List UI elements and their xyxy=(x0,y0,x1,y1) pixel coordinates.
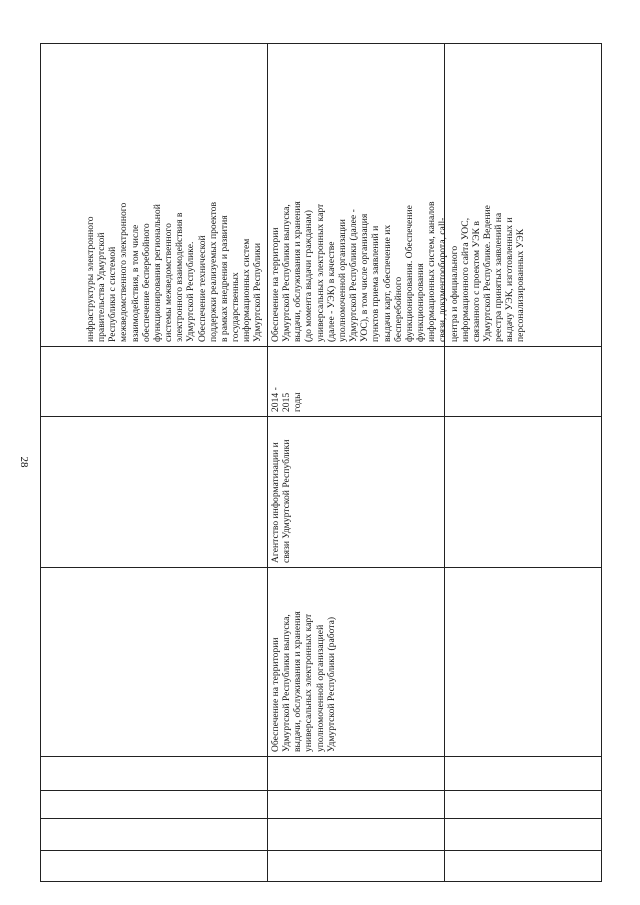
table-divider xyxy=(41,416,601,417)
description-line: (до момента выдачи гражданам) xyxy=(303,210,315,342)
name-line: Удмуртской Республики выпуска, xyxy=(281,614,293,752)
table-divider xyxy=(267,44,268,881)
description-line: УОС), в том числе организация xyxy=(359,213,371,342)
description-line: персонализированных УЭК xyxy=(515,228,527,342)
description-line: связанного с проектом УЭК в xyxy=(470,221,482,342)
description-line: реестра принятых заявлений на xyxy=(493,212,505,342)
description-line: государственных xyxy=(230,272,242,342)
description-line: Обеспечение на территории xyxy=(270,227,281,342)
period-line: 2015 xyxy=(281,392,293,412)
description-line: Удмуртской Республики выпуска, xyxy=(281,204,293,342)
description-line: Удмуртской Республики xyxy=(252,242,264,342)
row-main-description xyxy=(270,201,527,342)
description-line: функционирования. Обеспечение xyxy=(403,205,415,342)
description-line: связи, документооборота, call- xyxy=(437,217,449,342)
description-line: в рамках внедрения и развития xyxy=(218,215,230,342)
executor-line: связи Удмуртской Республики xyxy=(281,439,293,563)
description-line: центра и официального xyxy=(448,245,460,342)
row-main-name xyxy=(270,611,337,752)
description-line: Удмуртской Республике. xyxy=(185,241,197,342)
description-line: правительства Удмуртской xyxy=(96,232,108,342)
table xyxy=(40,43,602,882)
description-line: Удмуртской Республики (далее - xyxy=(348,209,360,342)
table-divider xyxy=(41,850,601,851)
description-line: Республики с системой xyxy=(107,246,119,342)
row-top-description xyxy=(85,202,264,342)
description-line: межведомственного электронного xyxy=(118,202,130,342)
name-line: универсальных электронных карт xyxy=(303,613,315,752)
description-line: информационного сайта УОС, xyxy=(459,217,471,342)
description-line: системы межведомственного xyxy=(163,223,175,342)
row-main-period xyxy=(270,387,303,412)
description-line: пунктов приема заявлений и xyxy=(370,225,382,342)
name-line: выдачи, обслуживания и хранения xyxy=(292,611,304,752)
description-line: поддержки реализуемых проектов xyxy=(207,202,219,342)
table-divider xyxy=(41,756,601,757)
period-line: годы xyxy=(292,392,304,412)
description-line: инфраструктуры электронного xyxy=(85,216,96,342)
description-line: выдачу УЭК, изготовленных и xyxy=(504,217,516,342)
executor-line: Агентство информатизации и xyxy=(270,442,281,563)
table-divider xyxy=(41,818,601,819)
page-number: 28 xyxy=(18,456,30,468)
name-line: Обеспечение на территории xyxy=(270,637,281,752)
description-line: (далее - УЭК) в качестве xyxy=(325,241,337,342)
description-line: взаимодействия, в том числе xyxy=(129,224,141,342)
table-divider xyxy=(41,790,601,791)
table-divider xyxy=(41,567,601,568)
description-line: выдачи карт, обеспечение их xyxy=(381,224,393,342)
description-line: выдачи, обслуживания и хранения xyxy=(292,201,304,342)
description-line: Удмуртской Республике. Ведение xyxy=(481,205,493,342)
description-line: обеспечение бесперебойного xyxy=(140,223,152,342)
description-line: функционирования xyxy=(415,263,427,342)
description-line: универсальных электронных карт xyxy=(314,203,326,342)
description-line: информационных систем, каналов xyxy=(426,201,438,342)
description-line: уполномоченной организации xyxy=(336,219,348,342)
table-divider xyxy=(41,346,601,347)
description-line: Обеспечение технической xyxy=(196,235,208,342)
row-main-executor xyxy=(270,440,292,563)
name-line: Удмуртской Республики (работа) xyxy=(325,616,337,752)
name-line: уполномоченной организацией xyxy=(314,624,326,752)
description-line: бесперебойного xyxy=(392,276,404,342)
description-line: функционирования региональной xyxy=(151,204,163,342)
period-line: 2014 - xyxy=(270,387,281,412)
description-line: электронного взаимодействия в xyxy=(174,212,186,342)
table-divider xyxy=(444,44,445,881)
description-line: информационных систем xyxy=(241,238,253,342)
